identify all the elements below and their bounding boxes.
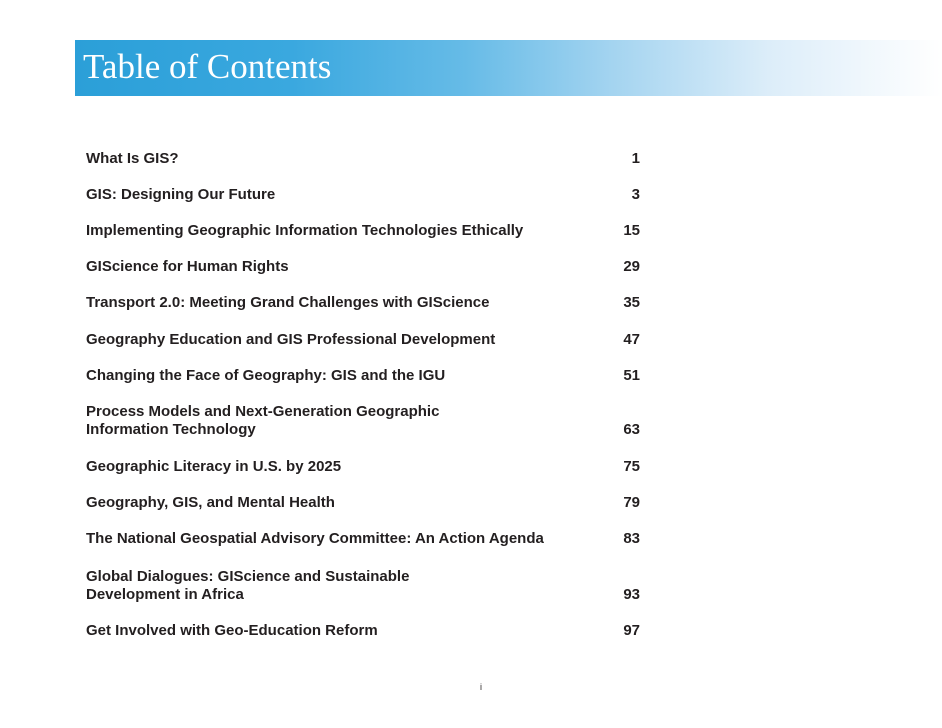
toc-entry-title: Transport 2.0: Meeting Grand Challenges with GIScience xyxy=(86,294,490,311)
toc-entry[interactable] xyxy=(86,331,640,349)
toc-entry-page: 97 xyxy=(623,622,640,639)
toc-entry-title: Geographic Literacy in U.S. by 2025 xyxy=(86,458,342,475)
toc-entry-page: 75 xyxy=(623,458,640,475)
toc-entry[interactable] xyxy=(86,494,640,512)
toc-entry[interactable] xyxy=(86,622,640,640)
toc-entry-page: 83 xyxy=(623,530,640,547)
toc-entry[interactable] xyxy=(86,367,640,385)
toc-entry[interactable] xyxy=(86,568,640,604)
toc-entry-title: GIScience for Human Rights xyxy=(86,258,289,275)
toc-entry-page: 3 xyxy=(631,186,640,203)
toc-entry[interactable] xyxy=(86,186,640,204)
toc-entry-page: 93 xyxy=(623,586,640,603)
page-number: i xyxy=(480,682,482,692)
toc-entry[interactable] xyxy=(86,258,640,276)
toc-entry-title: Global Dialogues: GIScience and Sustainable Development in Africa xyxy=(86,568,410,603)
toc-entry[interactable] xyxy=(86,294,640,312)
toc-entry-page: 47 xyxy=(623,331,640,348)
toc-entry-title: Geography Education and GIS Professional Development xyxy=(86,331,496,348)
toc-entry-title: Changing the Face of Geography: GIS and the IGU xyxy=(86,367,446,384)
toc-entry-page: 35 xyxy=(623,294,640,311)
toc-entry-page: 29 xyxy=(623,258,640,275)
toc-entry-title: Process Models and Next-Generation Geographic Information Technology xyxy=(86,403,440,438)
toc-entry-page: 15 xyxy=(623,222,640,239)
toc-entry[interactable] xyxy=(86,150,640,168)
toc-entry-page: 51 xyxy=(623,367,640,384)
toc-entry-page: 63 xyxy=(623,421,640,438)
toc-entry-title: Geography, GIS, and Mental Health xyxy=(86,494,335,511)
toc-entry-title: Implementing Geographic Information Technologies Ethically xyxy=(86,222,524,239)
toc-entry[interactable] xyxy=(86,403,640,439)
toc-entry-page: 1 xyxy=(631,150,640,167)
toc-entry[interactable] xyxy=(86,222,640,240)
toc-entry-title: GIS: Designing Our Future xyxy=(86,186,276,203)
toc-entry-page: 79 xyxy=(623,494,640,511)
page-title: Table of Contents xyxy=(83,47,332,86)
toc-entry-title: The National Geospatial Advisory Committee: An Action Agenda xyxy=(86,530,544,547)
toc-entry[interactable] xyxy=(86,530,640,548)
toc-entry-title: Get Involved with Geo-Education Reform xyxy=(86,622,378,639)
toc-entry[interactable] xyxy=(86,458,640,476)
toc-entry-title: What Is GIS? xyxy=(86,150,179,167)
